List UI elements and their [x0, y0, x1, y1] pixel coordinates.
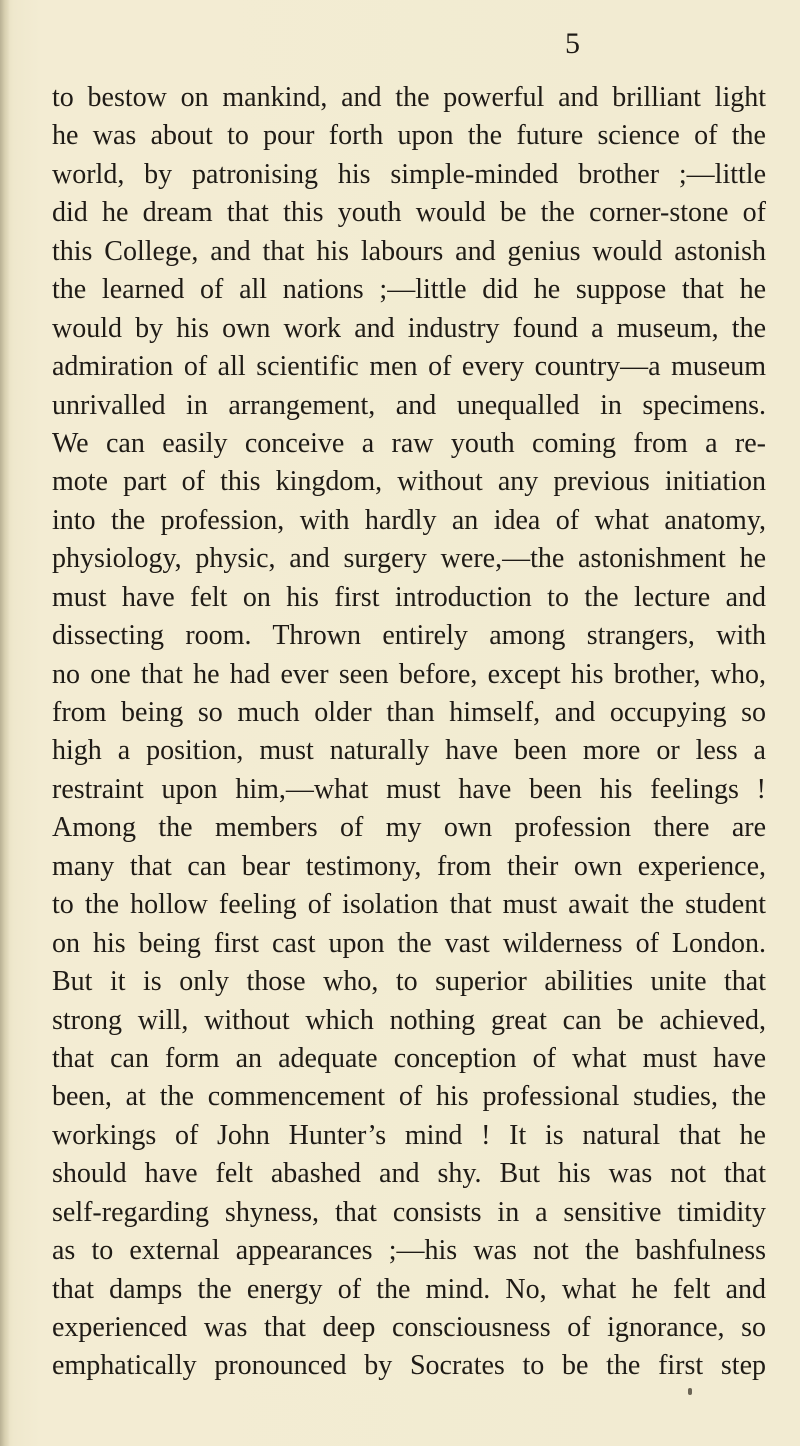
text-line: self-regarding shyness, that consists in a sensitive timidity — [52, 1196, 766, 1228]
text-line: must have felt on his first introduction to the lecture and — [52, 581, 766, 613]
text-line: We can easily conceive a raw youth coming from a re- — [52, 427, 766, 459]
text-line: to the hollow feeling of isolation that must await the student — [52, 889, 766, 921]
text-line: he was about to pour forth upon the future science of the — [52, 120, 766, 152]
text-line: to bestow on mankind, and the powerful and brilliant light — [52, 82, 766, 113]
text-line: admiration of all scientific men of every country—a museum — [52, 351, 766, 383]
text-line: on his being first cast upon the vast wilderness of London. — [52, 927, 766, 959]
text-line: as to external appearances ;—his was not the bashfulness — [52, 1235, 766, 1267]
text-line: would by his own work and industry found a museum, the — [52, 312, 766, 344]
text-line: world, by patronising his simple-minded brother ;—little — [52, 158, 766, 190]
text-line: from being so much older than himself, and occupying so — [52, 697, 766, 728]
text-line: into the profession, with hardly an idea of what anatomy, — [52, 504, 766, 536]
text-line: Among the members of my own profession there are — [52, 812, 766, 844]
page-number: 5 — [565, 27, 580, 60]
text-line: mote part of this kingdom, without any previous initiation — [52, 466, 766, 498]
text-line: no one that he had ever seen before, except his brother, who, — [52, 658, 766, 690]
text-line: But it is only those who, to superior abilities unite that — [52, 966, 766, 998]
text-line: unrivalled in arrangement, and unequalled in specimens. — [52, 389, 766, 421]
text-line: restraint upon him,—what must have been his feelings ! — [52, 773, 766, 805]
text-line: that can form an adequate conception of what must have — [52, 1042, 766, 1074]
text-line: this College, and that his labours and genius would astonish — [52, 235, 766, 267]
body-text — [52, 79, 766, 1386]
text-line: physiology, physic, and surgery were,—the astonishment he — [52, 543, 766, 575]
text-line: the learned of all nations ;—little did he suppose that he — [52, 274, 766, 306]
text-line: that damps the energy of the mind. No, what he felt and — [52, 1273, 766, 1305]
text-line: workings of John Hunter’s mind ! It is natural that he — [52, 1119, 766, 1151]
text-line: emphatically pronounced by Socrates to be the first step — [52, 1350, 766, 1382]
text-line: high a position, must naturally have been more or less a — [52, 735, 766, 767]
text-line: strong will, without which nothing great can be achieved, — [52, 1004, 766, 1036]
text-line: should have felt abashed and shy. But his was not that — [52, 1158, 766, 1190]
text-line: many that can bear testimony, from their own experience, — [52, 850, 766, 882]
page-binding-edge — [0, 0, 10, 1446]
ink-speck — [688, 1388, 692, 1395]
text-line: been, at the commencement of his professional studies, the — [52, 1081, 766, 1113]
text-line: dissecting room. Thrown entirely among strangers, with — [52, 620, 766, 652]
text-line: did he dream that this youth would be the corner-stone of — [52, 197, 766, 229]
text-line: experienced was that deep consciousness of ignorance, so — [52, 1312, 766, 1343]
